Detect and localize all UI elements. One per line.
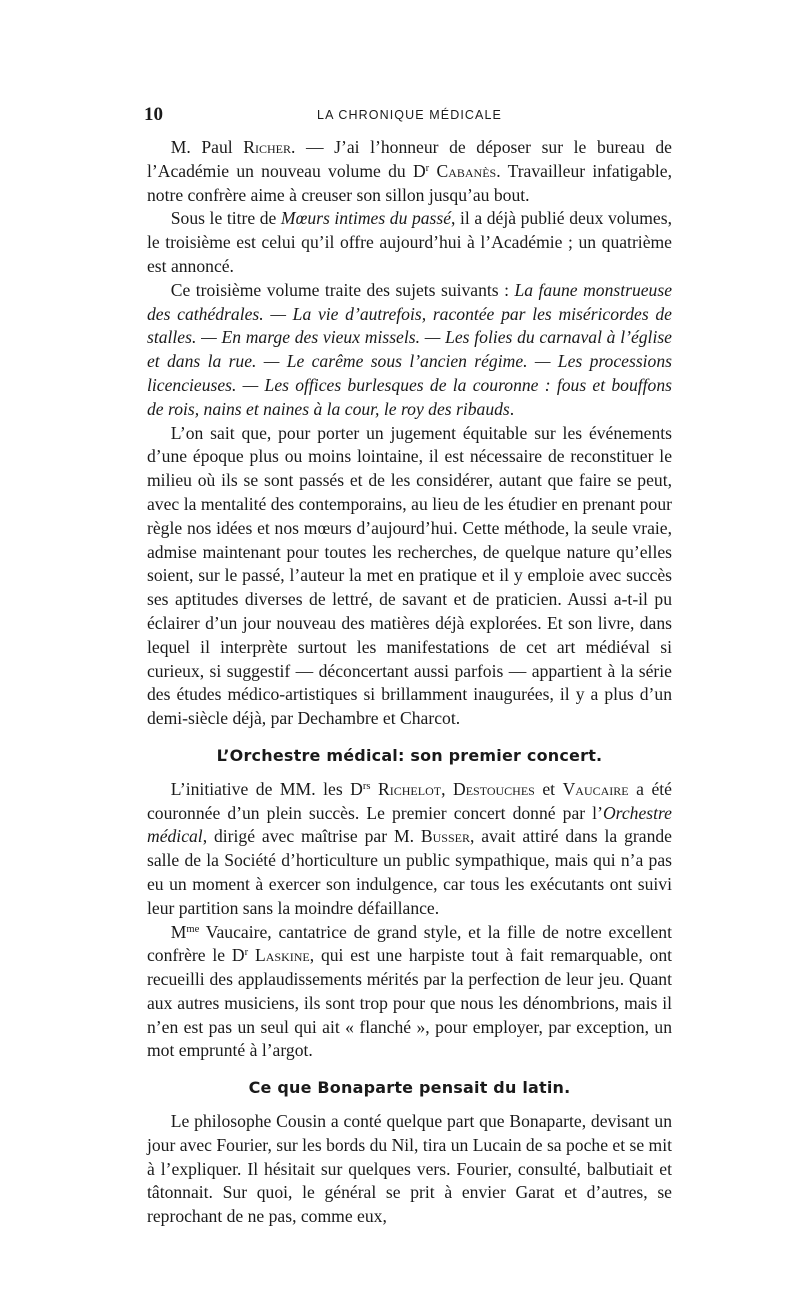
article-body — [147, 136, 672, 1229]
superscript: rs — [362, 780, 371, 792]
person-name: Laskine — [254, 945, 310, 966]
text-span: L’initiative de MM. les D — [170, 778, 363, 799]
superscript: r — [425, 163, 430, 174]
paragraph-bonaparte: Le philosophe Cousin a conté quelque part que Bonaparte, devisant un jour avec Fourier, sur les bords du Nil, tira un Lucain de sa poche et se mit à l’expliquer. Il hésitait sur quelques vers. Fourier, consulté, balbutiait et tâtonnait. Sur quoi, le général se prit à envier Garat et d’autres, se reprochant de ne pas, comme eux, — [147, 1111, 673, 1227]
running-head — [144, 104, 672, 130]
text-span: , — [441, 778, 454, 799]
page-number: 10 — [144, 104, 163, 125]
paragraph-method: L’on sait que, pour porter un jugement équitable sur les événements d’une époque plus ou moins lointaine, il est nécessaire de reconstituer le milieu où ils se sont passés et de les considérer, autant que faire se peut, avec la mentalité des contemporains, au lieu de les étudier en prenant pour règle nos idées et nos mœurs d’aujourd’hui. Cette méthode, la seule vraie, admise maintenant pour toutes les recherches, de quelque nature qu’elles soient, sur le passé, l’auteur la met en pratique et il y emploie avec succès ses aptitudes diverses de lettré, de savant et de praticien. Aussi a-t-il pu éclairer d’un jour nouveau des matières déjà explorées. Et son livre, dans lequel il interprète surtout les manifestations de cet art médiéval si curieux, si suggestif — déconcertant aussi parfois — appartient à la série des études médico-artistiques si brillamment inaugurées, il y a plus d’un demi-siècle déjà, par Dechambre et Charcot. — [147, 422, 672, 729]
orchestra-title: Orchestre médical — [147, 802, 672, 847]
journal-title: LA CHRONIQUE MÉDICALE — [317, 108, 502, 122]
text-span: M. Paul — [170, 137, 244, 157]
superscript: me — [186, 923, 200, 935]
text-span: . — J’ai l’honneur de déposer sur le bureau de l’Académie un nouveau volume du D — [147, 137, 672, 181]
text-span: , qui est une harpiste tout à fait remarquable, ont recueilli des applaudissements mérités par la perfection de leur jeu. Quant aux autres musiciens, ils sont trop pour que nous les dénombrions, mais il n’en est pas un seul qui ait « flanché », pour employer, par exception, un mot emprunté à l’argot. — [147, 945, 673, 1061]
author-name: Cabanès — [436, 160, 497, 181]
book-title: Mœurs intimes du passé — [280, 208, 452, 229]
person-name: Destouches — [453, 778, 535, 799]
text-span: , avait attiré dans la grande salle de la Société d’horticulture un public sympathique, mais qui n’a pas eu un moment à exercer son indulgence, car tous les exécutants ont suivi leur partition sans la moindre défaillance. — [147, 826, 672, 918]
text-span: Ce troisième volume traite des sujets suivants : — [170, 279, 515, 300]
person-name: Vaucaire — [562, 778, 629, 799]
paragraph-book-title — [147, 207, 672, 278]
paragraph-richer-intro — [147, 136, 672, 207]
section-heading-bonaparte: Ce que Bonaparte pensait du latin. — [248, 1078, 571, 1098]
text-span: a été couronnée d’un plein succès. Le premier concert donné par l’ — [147, 778, 672, 823]
chapter-list: La faune monstrueuse des cathédrales. — La vie d’autrefois, racontée par les miséricordes de stalles. — En marge des vieux missels. — Les folies du carnaval à l’église et dans la rue. — Le carême sous l’ancien régime. — Les processions licencieuses. — Les offices burlesques de la couronne : fous et bouffons de rois, nains et naines à la cour, le roy des ribauds — [147, 279, 673, 419]
page — [144, 104, 673, 1229]
text-span: , dirigé avec maîtrise par M. — [202, 826, 421, 847]
text-span: . — [509, 398, 515, 419]
superscript: r — [244, 947, 249, 959]
text-span: . Travailleur infatigable, notre confrère aime à creuser son sillon jusqu’au bout. — [147, 160, 672, 205]
paragraph-orchestre-concert — [147, 778, 672, 921]
person-name: Busser — [420, 826, 470, 847]
text-span: Sous le titre de — [170, 208, 281, 229]
text-span: Vaucaire, cantatrice de grand style, et la fille de notre excellent confrère le D — [147, 921, 672, 966]
text-span — [248, 945, 255, 965]
section-heading-orchestre: L’Orchestre médical: son premier concert. — [216, 745, 603, 765]
text-span — [371, 779, 379, 799]
paragraph-soloists — [147, 921, 672, 1064]
person-name: Richelot — [378, 778, 442, 799]
text-span: M — [170, 921, 187, 942]
paragraph-volume-contents — [147, 279, 672, 422]
text-span: et — [534, 778, 563, 799]
text-span: , il a déjà publié deux volumes, le troisième est celui qu’il offre aujourd’hui à l’Académie ; un quatrième est annoncé. — [147, 208, 672, 276]
author-name: Richer — [243, 137, 291, 157]
